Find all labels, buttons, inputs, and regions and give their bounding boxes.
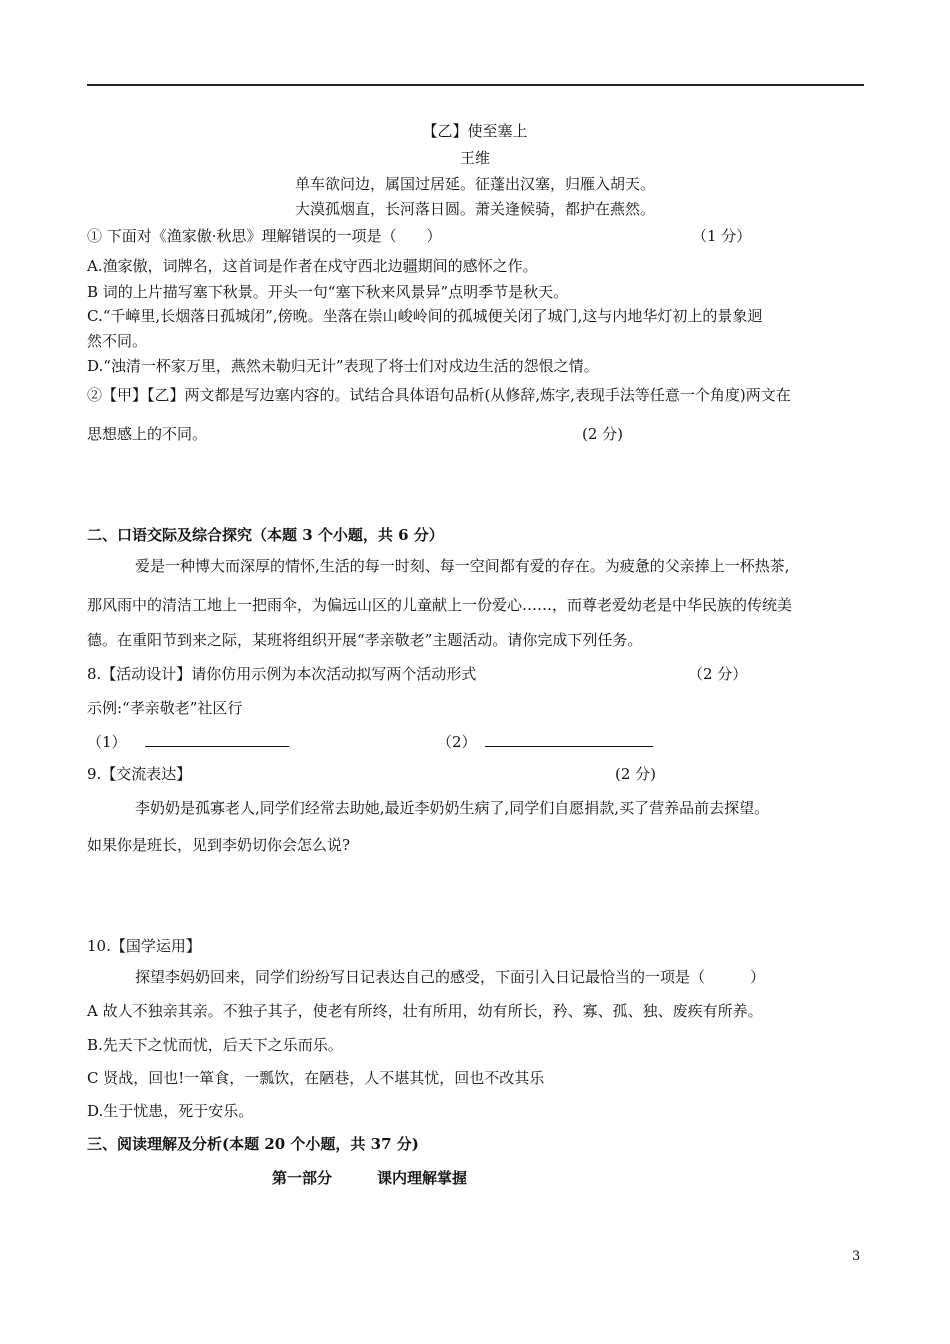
q1-option-c: C.“千嶂里,长烟落日孤城闭”,傍晚。坐落在崇山峻岭间的孤城便关闭了城门,这与内地华灯初上的景象迥 <box>87 307 763 325</box>
q9-text: 李奶奶是孤寡老人,同学们经常去助她,最近李奶奶生病了,同学们自愿捐款,买了营养品前去探望。 <box>135 799 770 817</box>
answer-blank-2[interactable] <box>437 731 653 752</box>
q2-stem-cont: 思想感上的不同。 <box>87 425 208 443</box>
q10-stem: 10.【国学运用】 <box>87 937 201 955</box>
page-number: 3 <box>852 1249 861 1264</box>
section-2-intro: 爱是一种博大而深厚的情怀,生活的每一时刻、每一空间都有爱的存在。为疲惫的父亲捧上一杯热茶, <box>135 557 790 575</box>
q8-score: （2 分） <box>688 665 748 683</box>
q1-option-d: D.“浊清一杯家万里，燕然未勒归无计”表现了将士们对戍边生活的怨恨之情。 <box>87 357 599 375</box>
q1-stem: ① 下面对《渔家傲·秋思》理解错误的一项是（ ） <box>87 227 442 245</box>
answer-blank-1-line[interactable] <box>145 731 289 747</box>
q2-stem: ②【甲】【乙】两文都是写边塞内容的。试结合具体语句品析(从修辞,炼字,表现手法等任意一个角度)两文在 <box>87 386 791 404</box>
q1-option-b: B 词的上片描写塞下秋景。开头一句“塞下秋来风景异”点明季节是秋天。 <box>87 283 569 301</box>
answer-blank-2-line[interactable] <box>485 731 653 747</box>
q8-example: 示例:“孝亲敬老”社区行 <box>87 699 243 717</box>
q8-stem: 8.【活动设计】请你仿用示例为本次活动拟写两个活动形式 <box>87 665 477 683</box>
section-2-intro-end: 德。在重阳节到来之际，某班将组织开展“孝亲敬老”主题活动。请你完成下列任务。 <box>87 631 643 649</box>
q1-score: （1 分） <box>692 227 752 245</box>
q2-score: (2 分) <box>582 425 624 443</box>
section-2-heading: 二、口语交际及综合探究（本题 3 个小题，共 6 分） <box>87 526 444 544</box>
q1-option-a: A.渔家傲，词牌名，这首词是作者在戍守西北边疆期间的感怀之作。 <box>87 257 538 275</box>
answer-blank-1[interactable] <box>87 731 289 752</box>
answer-blank-1-label: （1） <box>87 733 127 751</box>
poem-line-2: 大漠孤烟直，长河落日圆。萧关逢候骑，都护在燕然。 <box>294 200 655 218</box>
q10-option-a: A 故人不独亲其亲。不独子其子，使老有所终，壮有所用，幼有所长，矜、寡、孤、独、废疾有所养。 <box>87 1002 763 1020</box>
q10-option-d: D.生于忧患，死于安乐。 <box>87 1102 254 1120</box>
q9-score: (2 分) <box>615 765 657 783</box>
q9-text-cont: 如果你是班长，见到李奶切你会怎么说? <box>87 836 351 854</box>
q10-option-b: B.先天下之忧而忧，后天下之乐而乐。 <box>87 1036 343 1054</box>
q10-text: 探望李妈奶回来，同学们纷纷写日记表达自己的感受，下面引入日记最恰当的一项是（ ） <box>135 968 766 986</box>
poem-line-1: 单车欲问边，属国过居延。征蓬出汉塞，归雁入胡天。 <box>294 175 655 193</box>
q1-option-c-cont: 然不同。 <box>87 332 148 350</box>
section-2-intro-cont: 那风雨中的清洁工地上一把雨伞，为偏远山区的儿童献上一份爱心……，而尊老爱幼老是中华民族的传统美 <box>87 596 793 614</box>
section-3-part-title: 第一部分 课内理解掌握 <box>272 1169 468 1187</box>
q10-option-c: C 贤战，回也!一箪食，一瓢饮，在陋巷，人不堪其忧，回也不改其乐 <box>87 1069 545 1087</box>
answer-blank-2-label: （2） <box>437 733 477 751</box>
section-3-heading: 三、阅读理解及分析(本题 20 个小题，共 37 分) <box>87 1135 419 1153</box>
poem-author: 王维 <box>459 149 490 167</box>
poem-title: 【乙】使至塞上 <box>422 122 528 140</box>
q9-stem: 9.【交流表达】 <box>87 765 192 783</box>
header-rule <box>87 84 864 86</box>
